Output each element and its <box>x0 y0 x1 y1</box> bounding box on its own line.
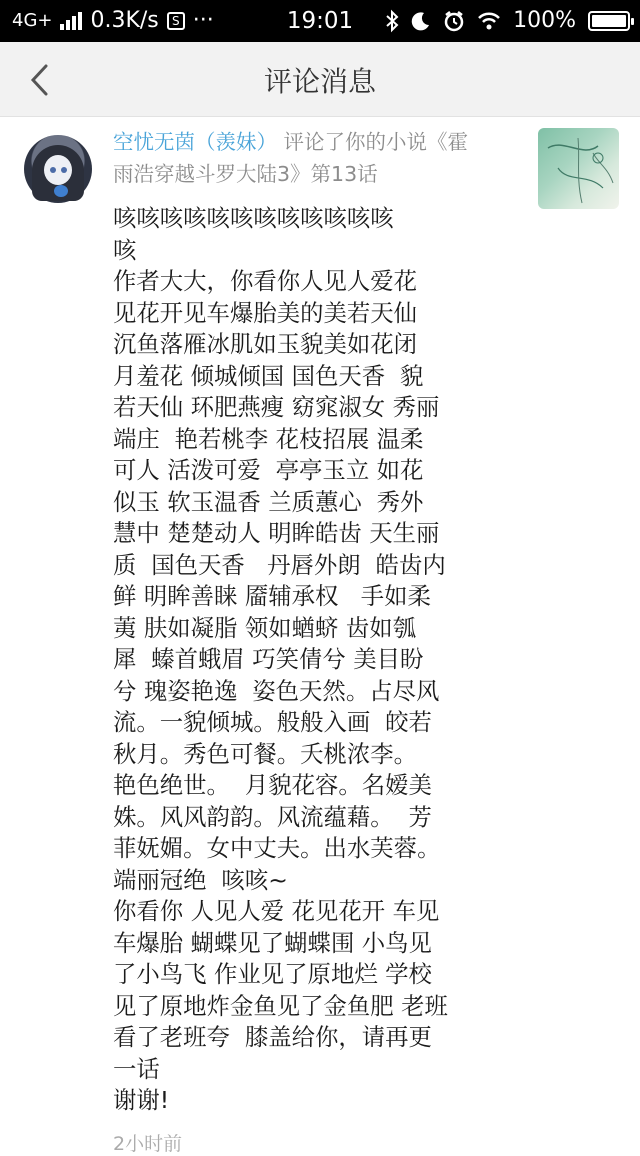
comment-line: 沉鱼落雁冰肌如玉貌美如花闭 <box>113 330 418 358</box>
comment-line: 秋月。秀色可餐。夭桃浓李。 <box>113 739 418 768</box>
comment-line: 咳咳咳咳咳咳咳咳咳咳咳咳 <box>113 204 394 232</box>
moon-icon <box>411 11 431 31</box>
comment-line: 似玉 软玉温香 兰质蕙心 秀外 <box>113 487 424 516</box>
comment-line: 一话 <box>113 1054 160 1083</box>
comment-line: 艳色绝世。 月貌花容。名嫒美 <box>113 771 432 799</box>
sim-badge-icon: S <box>167 12 185 30</box>
comment-line: 端庄 艳若桃李 花枝招展 温柔 <box>113 424 424 453</box>
comment-line: 看了老班夸 膝盖给你，请再更 <box>113 1023 432 1051</box>
status-bar <box>0 0 640 42</box>
comment-line: 月羞花 倾城倾国 国色天香 貌 <box>113 361 424 390</box>
username-link[interactable]: 空忧无茵（羡妹） <box>113 130 277 154</box>
comment-line: 质 国色天香 丹唇外朗 皓齿内 <box>113 550 446 579</box>
comment-line: 了小鸟飞 作业见了原地烂 学校 <box>113 960 432 988</box>
network-type: 4G+ <box>12 10 53 31</box>
comment-line: 可人 活泼可爱 亭亭玉立 如花 <box>113 456 424 484</box>
comment-line: 鲜 明眸善睐 靥辅承权 手如柔 <box>113 582 431 610</box>
status-right <box>385 8 630 33</box>
more-dots: ··· <box>192 8 214 33</box>
comment-line: 谢谢! <box>113 1086 170 1114</box>
comment-line: 车爆胎 蝴蝶见了蝴蝶围 小鸟见 <box>113 928 432 957</box>
comment-line: 犀 螓首蛾眉 巧笑倩兮 美目盼 <box>113 645 424 673</box>
bluetooth-icon <box>385 10 399 32</box>
novel-cover-thumbnail[interactable] <box>538 128 619 209</box>
battery-percent: 100% <box>513 8 576 33</box>
battery-icon <box>588 11 630 31</box>
comment-header <box>113 126 503 190</box>
comment-line: 作者大大，你看你人见人爱花 <box>113 267 418 295</box>
comment-line: 兮 瑰姿艳逸 姿色天然。占尽风 <box>113 676 440 705</box>
comment-line: 菲妩媚。女中丈夫。出水芙蓉。 <box>113 834 441 862</box>
network-speed: 0.3K/s <box>90 8 159 33</box>
comment-line: 姝。风风韵韵。风流蕴藉。 芳 <box>113 802 432 831</box>
comment-line: 你看你 人见人爱 花见花开 车见 <box>113 897 440 925</box>
novel-title-link[interactable]: 雨浩穿越斗罗大陆3》第13话 <box>113 162 378 186</box>
cover-art-icon <box>538 128 619 209</box>
alarm-icon <box>443 10 465 32</box>
comment-line: 若天仙 环肥燕瘦 窈窕淑女 秀丽 <box>113 393 440 421</box>
avatar[interactable] <box>24 135 92 203</box>
nav-bar <box>0 42 640 117</box>
comment-line: 见了原地炸金鱼见了金鱼肥 老班 <box>113 991 448 1020</box>
comment-line: 端丽冠绝 咳咳~ <box>113 865 288 894</box>
comment-body <box>113 203 477 1117</box>
comment-line: 慧中 楚楚动人 明眸皓齿 天生丽 <box>113 519 440 547</box>
status-time: 19:01 <box>286 8 354 34</box>
page-title: 评论消息 <box>263 65 376 98</box>
action-text: 评论了你的小说《霍 <box>283 130 469 154</box>
comment-timestamp: 2小时前 <box>113 1133 183 1155</box>
comment-item <box>0 117 640 1155</box>
comment-line: 咳 <box>113 235 137 264</box>
comment-line: 荑 肤如凝脂 领如蝤蛴 齿如瓠 <box>113 613 416 642</box>
comment-line: 见花开见车爆胎美的美若天仙 <box>113 298 418 327</box>
wifi-icon <box>477 11 501 31</box>
comment-line: 流。一貌倾城。般般入画 皎若 <box>113 708 432 736</box>
